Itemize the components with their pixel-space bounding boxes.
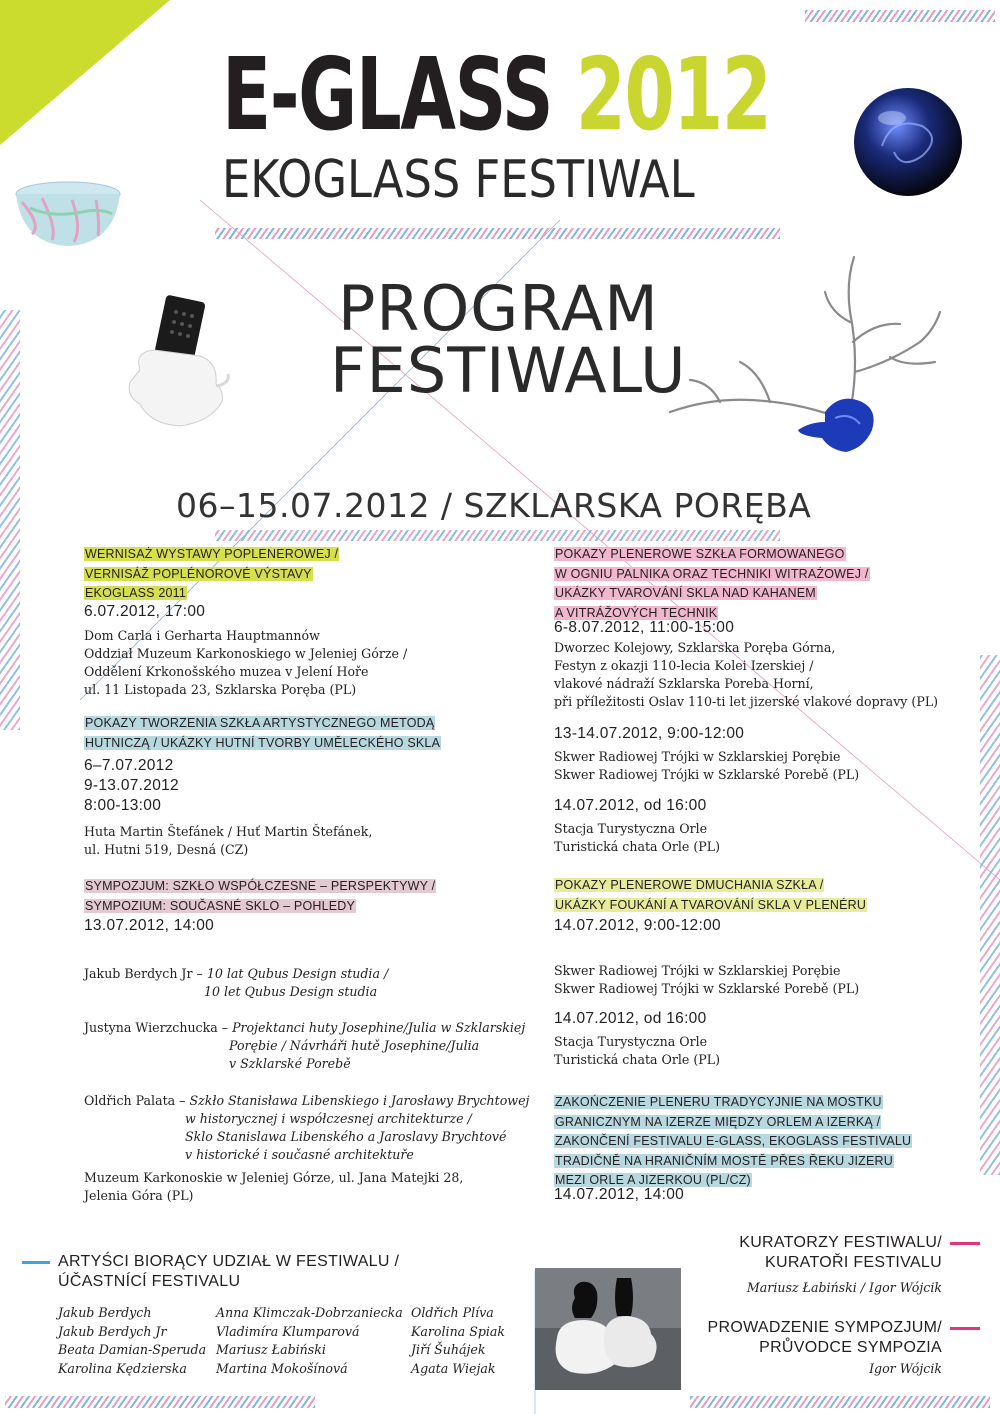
curators-names: Mariusz Łabiński / Igor Wójcik: [746, 1280, 942, 1295]
left-event-3-venue: Muzeum Karkonoskie w Jeleniej Górze, ul. Jana Matejki 28, Jelenia Góra (PL): [84, 1170, 464, 1203]
right-event-2-venue-2: Stacja Turystyczna Orle Turistická chata Orle (PL): [554, 1034, 721, 1067]
left-event-2-venue: Huta Martin Štefánek / Huť Martin Štefánek, ul. Hutni 519, Desná (CZ): [84, 824, 373, 857]
right-event-1-date-2: 13-14.07.2012, 9:00-12:00: [554, 725, 745, 742]
left-event-2-title: POKAZY TWORZENIA SZKŁA ARTYSTYCZNEGO METODĄ HUTNICZĄ / UKÁZKY HUTNÍ TVORBY UMĚLECKÉHO SKLA: [85, 716, 441, 750]
title-year: 2012: [575, 36, 771, 153]
right-event-1-venue-1: Dworzec Kolejowy, Szklarska Poręba Górna, Festyn z okazji 110-lecia Kolei Izerskiej / vlakové nádraží Szklarska Poreba Horní, při příležitosti Oslav 110-ti let jizerské vlakové dopravy (PL): [554, 640, 939, 709]
right-event-1-date-3: 14.07.2012, od 16:00: [554, 797, 707, 814]
hatch-bottom-left: [5, 1396, 315, 1408]
left-event-2-dates: 6–7.07.2012 9-13.07.2012 8:00-13:00: [84, 757, 179, 814]
left-event-3-date: 13.07.2012, 14:00: [84, 917, 215, 934]
right-event-1-title: POKAZY PLENEROWE SZKŁA FORMOWANEGO W OGNIU PALNIKA ORAZ TECHNIKI WITRAŻOWEJ / UKÁZKY TVAROVÁNÍ SKLA NAD KAHANEM A VITRÁŽOVÝCH TECHNIK: [555, 547, 869, 620]
program-heading: [330, 272, 687, 407]
right-event-3-date: 14.07.2012, 14:00: [554, 1186, 685, 1203]
hatch-top-right: [805, 10, 995, 22]
artists-heading: ARTYŚCI BIORĄCY UDZIAŁ W FESTIWALU / ÚČASTNÍCÍ FESTIVALU: [58, 1253, 400, 1290]
right-event-2-title: POKAZY PLENEROWE DMUCHANIA SZKŁA / UKÁZKY FOUKÁNÍ A TVAROVÁNÍ SKLA V PLENÉRU: [555, 878, 867, 912]
program-line-2: FESTIWALU: [330, 334, 687, 407]
title-main: E-GLASS: [222, 36, 553, 153]
right-event-2-date-2: 14.07.2012, od 16:00: [554, 1010, 707, 1027]
festival-subtitle: EKOGLASS FESTIWAL: [222, 150, 695, 210]
talk-3: Oldřich Palata – Szkło Stanisława Libenskiego i Jarosławy Brychtowej: [84, 1093, 530, 1108]
program-line-1: PROGRAM: [338, 272, 659, 345]
teapot-with-black-glass-image: [120, 292, 230, 437]
right-event-2-date-1: 14.07.2012, 9:00-12:00: [554, 917, 721, 934]
right-event-1-venue-3: Stacja Turystyczna Orle Turistická chata Orle (PL): [554, 821, 721, 854]
right-event-3-title: ZAKOŃCZENIE PLENERU TRADYCYJNIE NA MOSTKU GRANICZNYM NA IZERZE MIĘDZY ORLEM A IZERKĄ / ZAKONČENÍ FESTIVALU E-GLASS, EKOGLASS FESTIVALU TRADIČNĚ NA HRANIČNÍM MOSTĚ PŘES ŘEKU JIZERU MEZI ORLE A JIZERKOU (PL/CZ): [555, 1095, 912, 1187]
hatch-bottom-right: [690, 1396, 990, 1408]
hatch-under-title: [215, 228, 780, 239]
right-event-1-venue-2: Skwer Radiowej Trójki w Szklarskiej Porębie Skwer Radiowej Trójki w Szklarské Porebě (PL): [554, 749, 860, 782]
talk-2-lines: Porębie / Návrháři hutě Josephine/Julia v Szklarské Porebě: [229, 1038, 480, 1071]
curators-heading: KURATORZY FESTIWALU/ KURATOŘI FESTIVALU: [739, 1234, 942, 1271]
symposium-accent-bar: [950, 1327, 980, 1330]
branch-with-blue-head-image: [650, 252, 950, 462]
blue-glass-sphere-image: [852, 86, 964, 198]
talk-2: Justyna Wierzchucka – Projektanci huty Josephine/Julia w Szklarskiej: [84, 1020, 526, 1035]
talk-3-lines: w historycznej i współczesnej architekturze / Sklo Stanislawa Libenského a Jaroslavy Brychtové v historické i současné architektuře: [185, 1111, 507, 1162]
artists-col-3: Oldřich Plíva Karolina Spiak Jiří Šuhájek Agata Wiejak: [411, 1305, 506, 1376]
dates-place: 06–15.07.2012 / SZKLARSKA PORĘBA: [176, 486, 812, 525]
hatch-left-side: [0, 310, 20, 730]
right-event-2-venue-1: Skwer Radiowej Trójki w Szklarskiej Porębie Skwer Radiowej Trójki w Szklarské Porebě (PL): [554, 963, 860, 996]
symposium-host-heading: PROWADZENIE SYMPOZJUM/ PRŮVODCE SYMPOZIA: [707, 1319, 942, 1356]
left-event-1-title: WERNISAŻ WYSTAWY POPLENEROWEJ / VERNISÁŽ POPLÉNOROVÉ VÝSTAVY EKOGLASS 2011: [85, 547, 339, 600]
right-event-1-date-1: 6-8.07.2012, 11:00-15:00: [554, 619, 735, 636]
curators-accent-bar: [950, 1242, 980, 1245]
talk-1-line-2: 10 let Qubus Design studia: [204, 984, 378, 999]
symposium-host-name: Igor Wójcik: [869, 1361, 942, 1376]
artists-col-1: Jakub Berdych Jakub Berdych Jr Beata Damian-Speruda Karolina Kędzierska: [58, 1305, 207, 1376]
left-event-1-date: 6.07.2012, 17:00: [84, 603, 206, 620]
artists-accent-bar: [22, 1261, 50, 1264]
black-vases-on-teapots-photo: [535, 1268, 681, 1390]
hatch-under-dates: [215, 530, 780, 541]
glass-bowl-image: [12, 178, 124, 250]
hatch-right-side: [980, 655, 1000, 1175]
talk-1: Jakub Berdych Jr – 10 lat Qubus Design studia /: [84, 966, 389, 981]
artists-col-2: Anna Klimczak-Dobrzaniecka Vladimíra Klumparová Mariusz Łabiński Martina Mokošínová: [216, 1305, 403, 1376]
lime-corner-triangle: [0, 0, 170, 145]
left-event-3-title: SYMPOZJUM: SZKŁO WSPÓŁCZESNE – PERSPEKTYWY / SYMPOZIUM: SOUČASNÉ SKLO – POHLEDY: [85, 879, 436, 913]
left-event-1-venue: Dom Carla i Gerharta Hauptmannów Oddział Muzeum Karkonoskiego w Jeleniej Górze / Oddělení Krkonošského muzea v Jelení Hoře ul. 11 Listopada 23, Szklarska Poręba (PL): [84, 628, 408, 697]
festival-title: [222, 36, 771, 153]
